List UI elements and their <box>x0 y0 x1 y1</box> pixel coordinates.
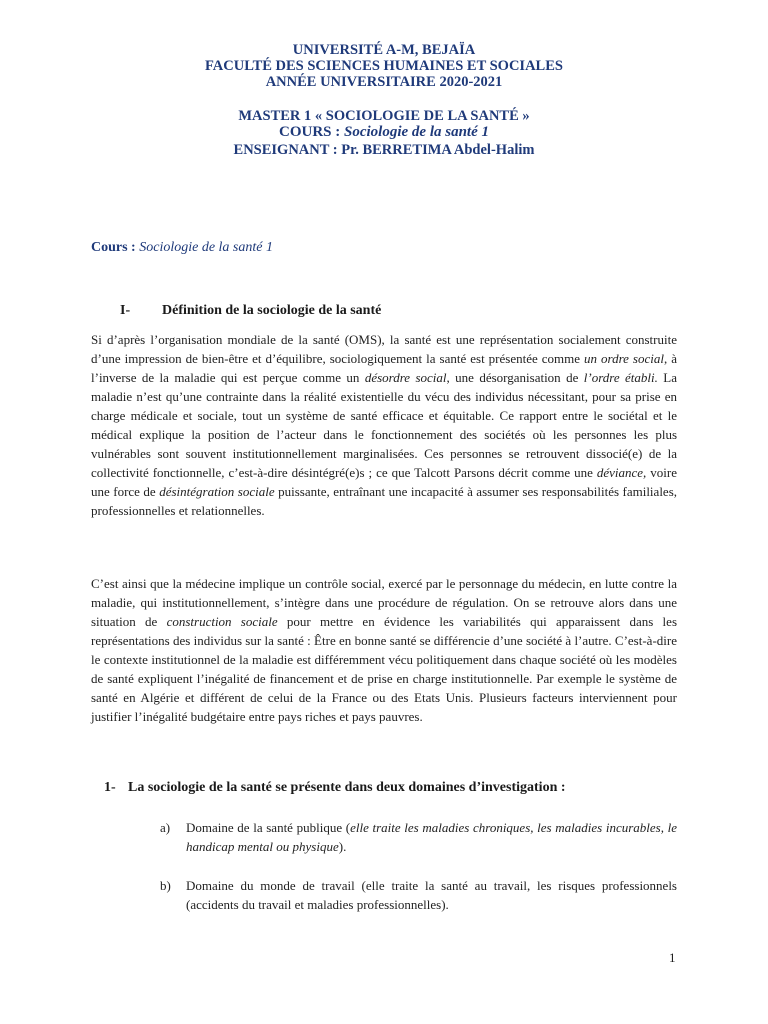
section-title: Définition de la sociologie de la santé <box>162 303 382 318</box>
subsection-title: La sociologie de la santé se présente dans deux domaines d’investigation : <box>128 780 566 795</box>
teacher-line: ENSEIGNANT : Pr. BERRETIMA Abdel-Halim <box>233 142 535 158</box>
course-prefix: COURS : <box>278 124 344 140</box>
list-item <box>160 818 677 856</box>
list-item-text: Domaine de la santé publique (elle traite les maladies chroniques, les maladies incurables, le handicap mental ou physique). <box>186 820 677 854</box>
course-label-title: Sociologie de la santé 1 <box>139 240 273 255</box>
course-label <box>91 240 273 256</box>
subsection-number: 1- <box>104 780 116 795</box>
paragraph-1: Si d’après l’organisation mondiale de la santé (OMS), la santé est une représentation socialement construite d’une impression de bien-être et d’équilibre, sociologiquement la santé est présentée comme un ordre social, à l’inverse de la maladie qui est perçue comme un désordre social, une désorganisation de l’ordre établi. La maladie n’est qu’une contrainte dans la réalité existentielle du vécu des individus nécessitant, pour sa prise en charge médicale et sociale, tout un système de santé efficace et équitable. Ce rapport entre le sociétal et le médical explique la position de l’acteur dans le fonctionnement des sociétés où les personnes les plus vulnérables sont souvent institutionnellement marginalisées. Ces personnes se retrouvent dissocié(e) de la collectivité fonctionnelle, c’est-à-dire désintégré(e)s ; ce que Talcott Parsons décrit comme une déviance, voire une force de désintégration sociale puissante, entraînant une incapacité à assumer ses responsabilités familiales, professionnelles et relationnelles. <box>91 332 678 518</box>
university-name: UNIVERSITÉ A-M, BEJAÏA <box>292 42 476 58</box>
list-item-label: a) <box>160 820 171 835</box>
list-item-text: Domaine du monde de travail (elle traite la santé au travail, les risques professionnels (accidents du travail et maladies professionnelles). <box>186 878 677 912</box>
course-line <box>0 124 768 140</box>
academic-year: ANNÉE UNIVERSITAIRE 2020-2021 <box>265 74 503 90</box>
master-program: MASTER 1 « SOCIOLOGIE DE LA SANTÉ » <box>238 108 530 124</box>
course-name: Sociologie de la santé 1 <box>344 124 489 140</box>
subsection-heading <box>104 780 566 796</box>
list-item <box>160 876 677 914</box>
section-number: I- <box>120 303 131 318</box>
page-number: 1 <box>669 950 676 965</box>
course-label-prefix: Cours : <box>91 240 140 255</box>
faculty-name: FACULTÉ DES SCIENCES HUMAINES ET SOCIALES <box>205 58 563 74</box>
section-heading <box>120 303 381 319</box>
paragraph-2: C’est ainsi que la médecine implique un contrôle social, exercé par le personnage du médecin, en lutte contre la maladie, qui institutionnellement, s’intègre dans une procédure de régulation. On se retrouve alors dans une situation de construction sociale pour mettre en évidence les variabilités qui apparaissent dans les représentations des individus sur la santé : Être en bonne santé se différencie d’une société à l’autre. C’est-à-dire le contexte institutionnel de la maladie est différemment vécu politiquement dans chaque société où les modèles de santé expliquent l’inégalité de financement et de prise en charge institutionnelle. Par exemple le système de santé en Algérie et différent de celui de la France ou des Etats Unis. Plusieurs facteurs interviennent pour justifier l’inégalité budgétaire entre pays riches et pays pauvres. <box>91 576 678 724</box>
list-item-label: b) <box>160 878 171 893</box>
